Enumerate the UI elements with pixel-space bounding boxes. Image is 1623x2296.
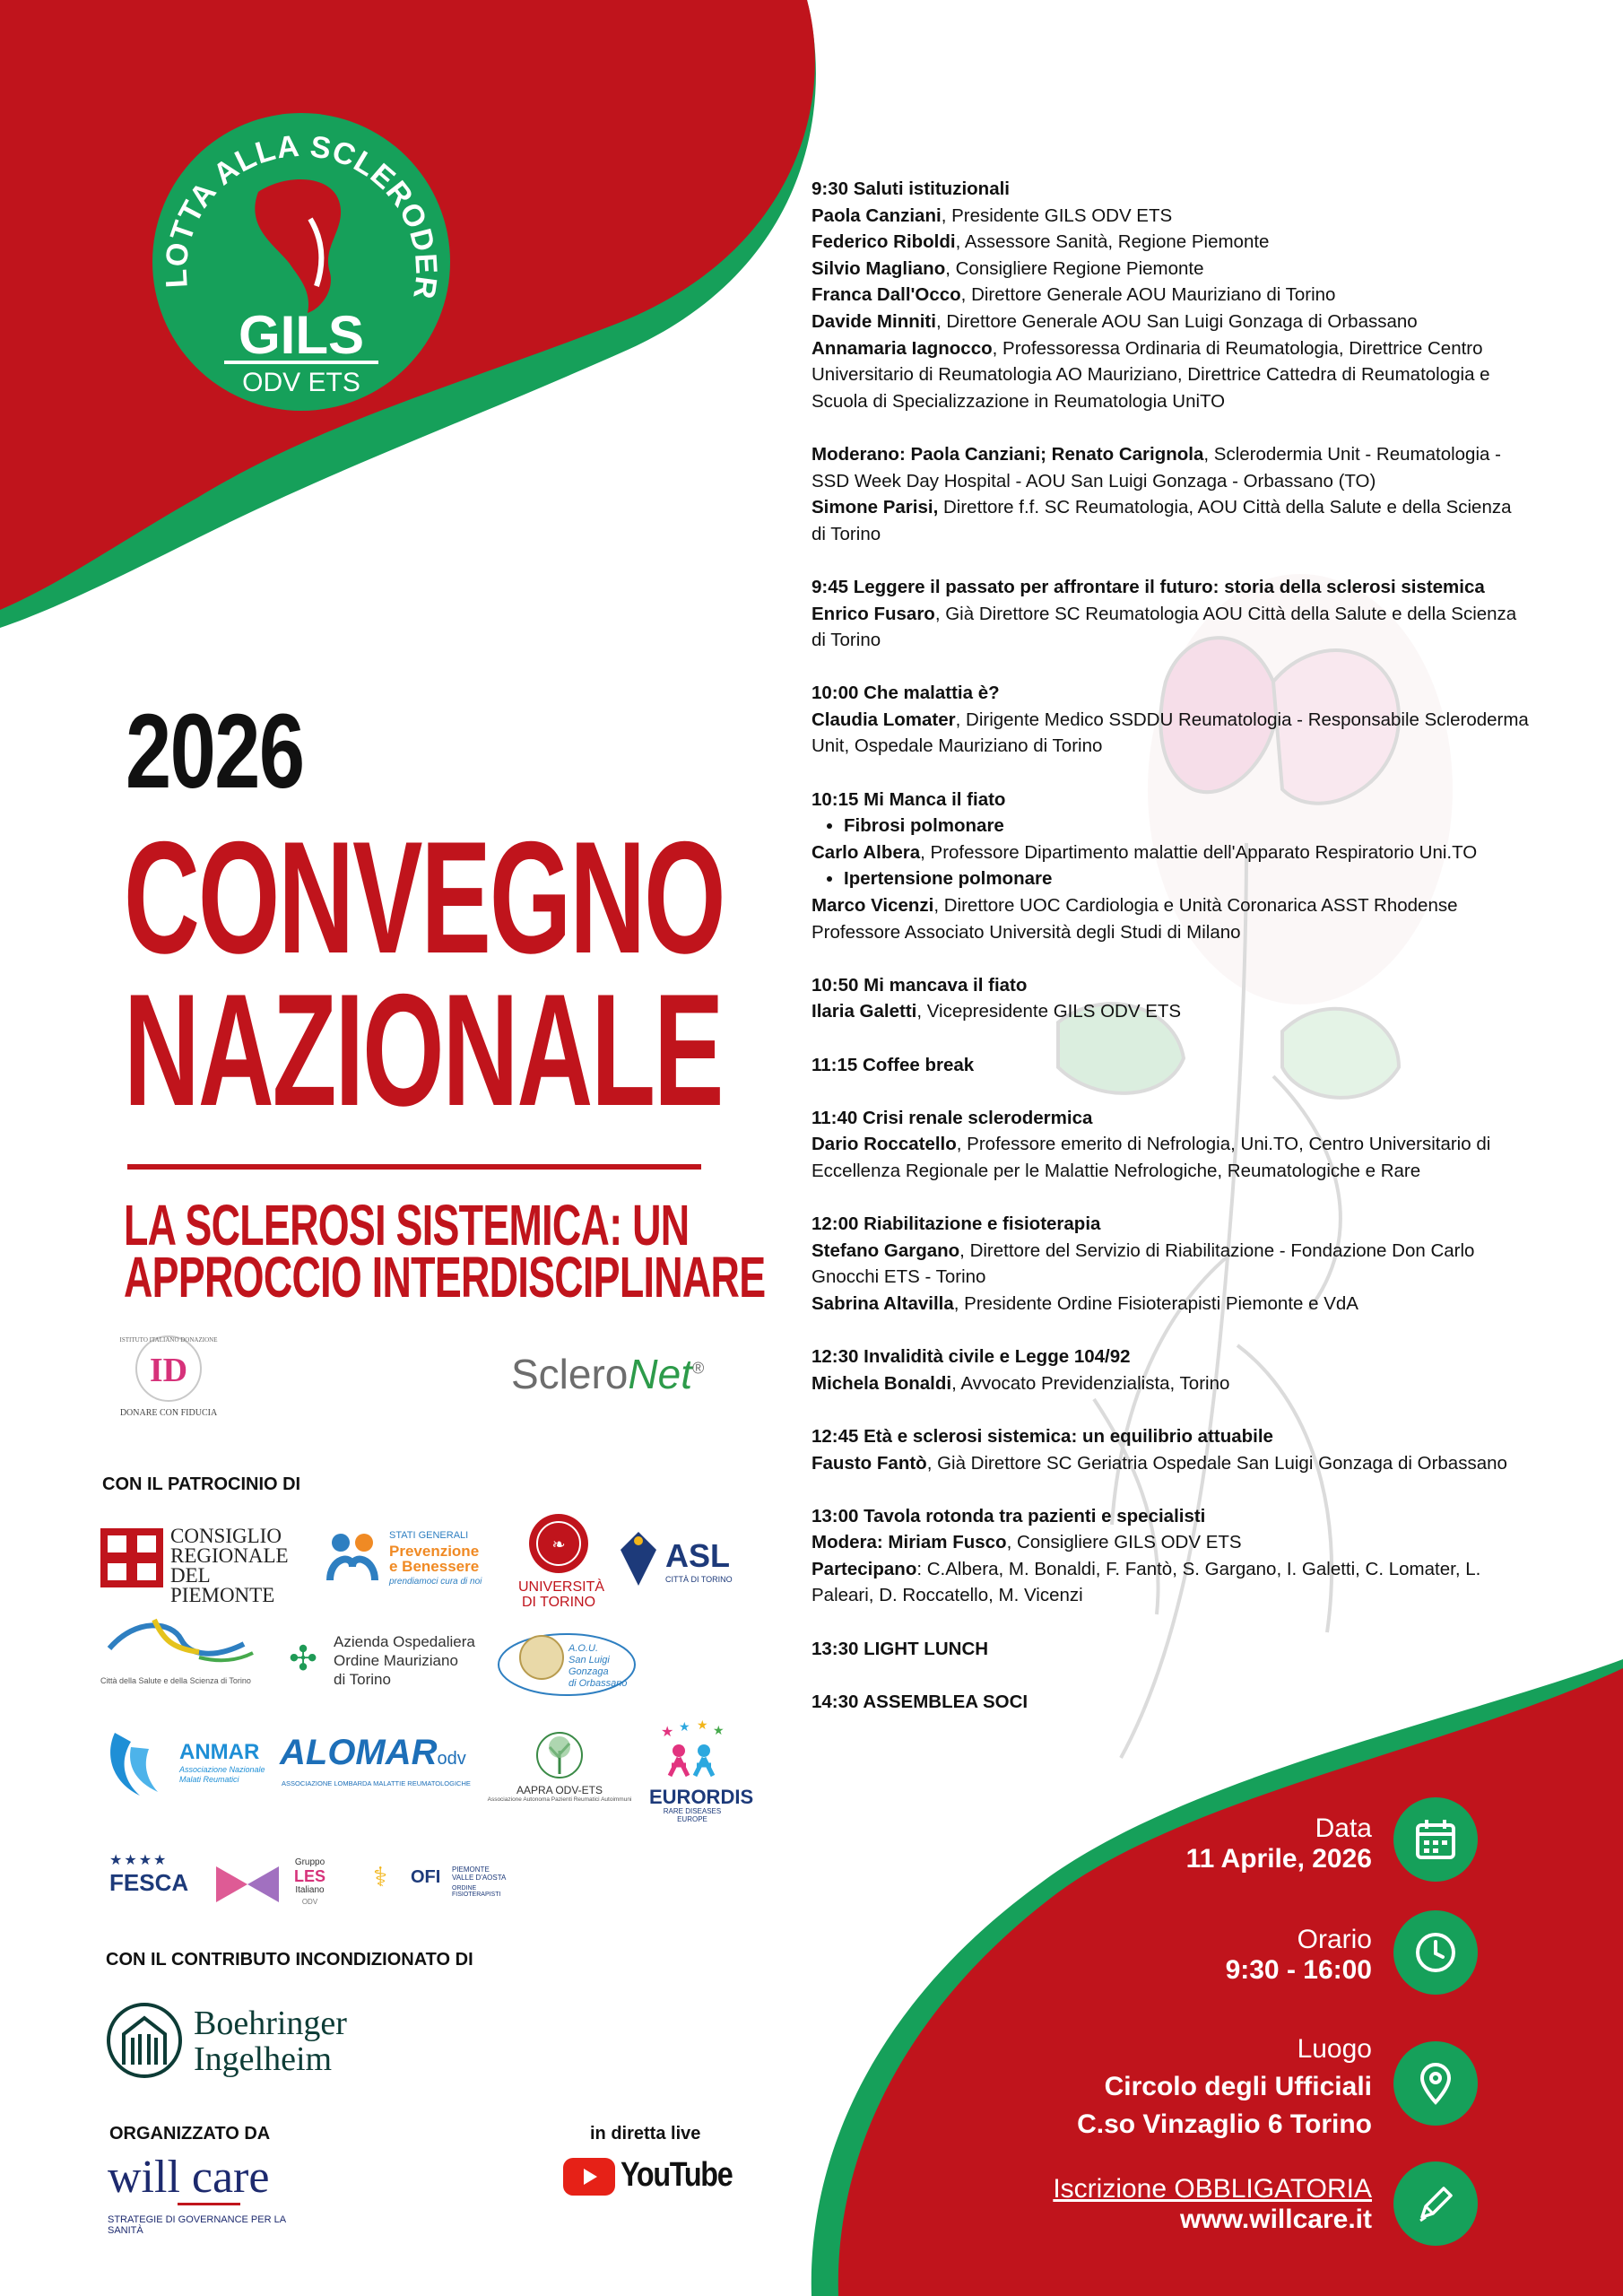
stati-line1: STATI GENERALI (389, 1530, 469, 1541)
eurordis-name: EURORDIS (649, 1786, 754, 1808)
speaker-line (812, 998, 1529, 1025)
les-line1: Gruppo (294, 1857, 325, 1867)
willcare-name: will care (108, 2152, 270, 2203)
speaker-name: Michela Bonaldi (812, 1372, 952, 1394)
section-gap (812, 1078, 1529, 1105)
consiglio-line1: CONSIGLIO (170, 1525, 282, 1547)
speaker-line (812, 1529, 1529, 1556)
speaker-name: Franca Dall'Occo (812, 284, 961, 306)
les-line3: Italiano (295, 1885, 325, 1895)
speaker-name: Federico Riboldi (812, 231, 956, 253)
speaker-role: , Sclerodermia Unit - Reumatologia - SSD Week Day Hospital - AOU San Luigi Gonzaga - Orbassano (TO) (812, 443, 1501, 491)
speaker-role: , Avvocato Previdenzialista, Torino (951, 1372, 1230, 1394)
svg-text:★: ★ (713, 1723, 725, 1737)
stati-line4: prendiamoci cura di noi (389, 1577, 482, 1587)
fesca-name: FESCA (109, 1869, 189, 1896)
speaker-role: , Assessore Sanità, Regione Piemonte (955, 231, 1270, 253)
citta-salute-text: Città della Salute e della Scienza di Torino (100, 1676, 251, 1685)
scleronet-logo (511, 1350, 704, 1398)
aapra-name: AAPRA ODV-ETS (516, 1784, 603, 1796)
location-badge (1393, 2041, 1478, 2126)
willcare-logo (108, 2152, 323, 2236)
logo-arc-text: LOTTA ALLA SCLERODER (159, 128, 444, 302)
speaker-name: Dario Roccatello (812, 1134, 957, 1155)
session-title: 9:30 Saluti istituzionali (812, 178, 1010, 199)
live-label: in diretta live (590, 2124, 701, 2144)
les-logo (212, 1857, 337, 1914)
consiglio-line3: DEL PIEMONTE (170, 1564, 275, 1606)
section-gap (812, 1476, 1529, 1503)
boehringer-logo (106, 2002, 393, 2083)
session-topic: • Fibrosi polmonare (844, 813, 1529, 839)
mauriziano-line1: Azienda Ospedaliera (334, 1633, 475, 1650)
stati-line3: e Benessere (389, 1558, 480, 1575)
consiglio-regionale-logo (100, 1525, 307, 1606)
fesca-logo: ★★★★ FESCA (109, 1851, 195, 1910)
les-line2: LES (294, 1867, 326, 1885)
location-pin-icon (1413, 2061, 1458, 2106)
date-value: 11 Aprile, 2026 (1185, 1844, 1372, 1874)
speaker-role: , Direttore Generale AOU Mauriziano di Torino (960, 284, 1336, 306)
section-gap (812, 1662, 1529, 1689)
calendar-icon (1413, 1817, 1458, 1862)
les-line4: ODV (301, 1898, 318, 1906)
speaker-role: Direttore f.f. SC Reumatologia, AOU Città della Salute e della Scienza di Torino (812, 497, 1512, 544)
program-schedule (812, 176, 1529, 1715)
citta-salute-logo (100, 1613, 262, 1693)
anmar-name: ANMAR (179, 1740, 260, 1764)
time-block (1226, 1925, 1372, 1986)
iid-logo (117, 1329, 224, 1419)
mauriziano-line2: Ordine Mauriziano (334, 1652, 458, 1669)
youtube-play-icon (563, 2158, 615, 2196)
logo-sub: ODV ETS (242, 368, 360, 397)
anmar-line2: Associazione Nazionale (179, 1765, 265, 1774)
aapra-logo (482, 1731, 637, 1808)
speaker-name: Marco Vicenzi (812, 895, 934, 917)
speaker-role: , Consigliere GILS ODV ETS (1006, 1532, 1242, 1553)
patronage-label: CON IL PATROCINIO DI (102, 1474, 301, 1494)
speaker-line (812, 1238, 1529, 1291)
event-year: 2026 (126, 692, 304, 811)
session-title: 10:15 Mi Manca il fiato (812, 788, 1006, 810)
date-label: Data (1315, 1813, 1372, 1843)
contribution-label: CON IL CONTRIBUTO INCONDIZIONATO DI (106, 1950, 473, 1970)
unito-line1: UNIVERSITÀ (518, 1579, 605, 1595)
event-subtitle-line2: APPROCCIO INTERDISCIPLINARE (124, 1245, 766, 1309)
speaker-line (812, 707, 1529, 760)
svg-text:★: ★ (697, 1720, 708, 1732)
unito-line2: DI TORINO (521, 1595, 596, 1610)
ofi-line3: VALLE D'AOSTA (452, 1874, 507, 1882)
event-subtitle-line1: LA SCLEROSI SISTEMICA: UN (124, 1193, 690, 1257)
speaker-name: Claudia Lomater (812, 709, 956, 730)
speaker-line (812, 1370, 1529, 1397)
speaker-line (812, 441, 1529, 494)
alomar-tagline: ASSOCIAZIONE LOMBARDA MALATTIE REUMATOLOGICHE (282, 1779, 471, 1787)
ofi-name: OFI (411, 1867, 441, 1887)
san-luigi-line1: A.O.U. (568, 1643, 599, 1654)
ofi-line4: ORDINE FISIOTERAPISTI (452, 1885, 501, 1898)
speaker-role: , Presidente GILS ODV ETS (941, 204, 1173, 226)
session-title: 12:00 Riabilitazione e fisioterapia (812, 1213, 1101, 1235)
section-gap (812, 1318, 1529, 1344)
unito-logo (518, 1512, 605, 1611)
place-line1: Circolo degli Ufficiali (1104, 2072, 1372, 2101)
title-divider (127, 1164, 701, 1170)
speaker-role: , Consigliere Regione Piemonte (945, 257, 1204, 279)
logo-name: GILS (238, 305, 365, 365)
session-title: 10:00 Che malattia è? (812, 683, 1000, 704)
section-gap (812, 1609, 1529, 1636)
speaker-role: , Presidente Ordine Fisioterapisti Piemonte e VdA (953, 1292, 1358, 1314)
section-gap (812, 1396, 1529, 1423)
speaker-name: Moderano: Paola Canziani; Renato Carignola (812, 443, 1204, 465)
speaker-role: : C.Albera, M. Bonaldi, F. Fantò, S. Gargano, I. Galetti, C. Lomater, L. Paleari, D. Roccatello, M. Vicenzi (812, 1558, 1481, 1606)
alomar-logo (280, 1733, 471, 1797)
speaker-name: Modera: Miriam Fusco (812, 1532, 1007, 1553)
speaker-role: , Professore emerito di Nefrologia, Uni.TO, Centro Universitario di Eccellenza Regionale per le Malattie Nefrologiche, Reumatologiche e Rare (812, 1134, 1491, 1181)
speaker-role: , Direttore Generale AOU San Luigi Gonzaga di Orbassano (935, 310, 1418, 332)
time-label: Orario (1297, 1925, 1372, 1954)
svg-text:❧: ❧ (551, 1535, 566, 1553)
scleronet-part1: Sclero (511, 1351, 629, 1397)
session-title: 12:45 Età e sclerosi sistemica: un equilibrio attuabile (812, 1425, 1273, 1447)
youtube-logo[interactable] (563, 2156, 733, 2201)
place-label: Luogo (1297, 2034, 1372, 2064)
asl-city: CITTÀ DI TORINO (665, 1575, 733, 1584)
iid-letters: ID (149, 1352, 188, 1389)
clock-icon (1413, 1930, 1458, 1975)
pen-badge (1393, 2161, 1478, 2246)
speaker-line (812, 229, 1529, 256)
speaker-role: , Già Direttore SC Geriatria Ospedale San Luigi Gonzaga di Orbassano (926, 1452, 1507, 1474)
speaker-name: Annamaria Iagnocco (812, 337, 993, 359)
san-luigi-line2: San Luigi Gonzaga (568, 1655, 610, 1677)
speaker-role: , Già Direttore SC Reumatologia AOU Città della Salute e della Scienza di Torino (812, 603, 1517, 651)
speaker-name: Partecipano (812, 1558, 917, 1579)
eurordis-logo (649, 1720, 754, 1824)
svg-text:★: ★ (661, 1725, 674, 1740)
date-block (1186, 1813, 1372, 1874)
svg-text:★: ★ (679, 1720, 690, 1734)
speaker-line (812, 282, 1529, 309)
speaker-line (812, 1131, 1529, 1184)
signup-url[interactable]: www.willcare.it (1180, 2205, 1372, 2234)
section-gap (812, 414, 1529, 441)
session-title: 9:45 Leggere il passato per affrontare il futuro: storia della sclerosi sistemica (812, 576, 1485, 597)
san-luigi-logo (495, 1622, 638, 1702)
speaker-line (812, 494, 1529, 547)
event-title-line1: CONVEGNO (124, 808, 725, 987)
pen-icon (1413, 2181, 1458, 2226)
alomar-odv: odv (437, 1749, 466, 1769)
youtube-name: YouTube (621, 2156, 733, 2194)
alomar-name: ALOMAR (280, 1733, 438, 1772)
asl-logo (619, 1530, 744, 1593)
section-gap (812, 760, 1529, 787)
section-gap (812, 547, 1529, 574)
speaker-line (812, 203, 1529, 230)
session-title: 14:30 ASSEMBLEA SOCI (812, 1691, 1028, 1712)
scleronet-part2: Net (628, 1351, 692, 1397)
boehringer-line1: Boehringer (194, 2005, 347, 2042)
speaker-name: Fausto Fantò (812, 1452, 927, 1474)
place-block (1077, 2031, 1372, 2144)
speaker-name: Paola Canziani (812, 204, 942, 226)
time-value: 9:30 - 16:00 (1225, 1955, 1372, 1985)
speaker-role: , Dirigente Medico SSDDU Reumatologia - Responsabile Scleroderma Unit, Ospedale Mauriziano di Torino (812, 709, 1529, 757)
stati-generali-logo (321, 1525, 500, 1591)
iid-caption: DONARE CON FIDUCIA (119, 1408, 218, 1418)
place-line2: C.so Vinzaglio 6 Torino (1077, 2109, 1372, 2139)
speaker-role: , Professore Dipartimento malattie dell'Apparato Respiratorio Uni.TO (920, 841, 1478, 863)
calendar-badge (1393, 1797, 1478, 1882)
speaker-name: Simone Parisi, (812, 497, 939, 518)
gils-logo (151, 111, 452, 413)
speaker-name: Ilaria Galetti (812, 1001, 917, 1022)
scleronet-mark: ® (691, 1359, 705, 1378)
section-gap (812, 1025, 1529, 1052)
speaker-line (812, 601, 1529, 654)
mauriziano-line3: di Torino (334, 1671, 391, 1688)
speaker-line (812, 1556, 1529, 1609)
session-title: 11:40 Crisi renale sclerodermica (812, 1107, 1093, 1128)
iid-ring-text: ISTITUTO ITALIANO DONAZIONE (119, 1336, 218, 1344)
speaker-line (812, 839, 1529, 866)
section-gap (812, 945, 1529, 972)
session-title: 12:30 Invalidità civile e Legge 104/92 (812, 1346, 1131, 1368)
event-title-line2: NAZIONALE (124, 961, 723, 1139)
speaker-line (812, 892, 1529, 945)
speaker-name: Silvio Magliano (812, 257, 946, 279)
speaker-name: Davide Minniti (812, 310, 936, 332)
speaker-line (812, 1291, 1529, 1318)
section-gap (812, 654, 1529, 681)
signup-label[interactable]: Iscrizione OBBLIGATORIA (1053, 2174, 1372, 2204)
ofi-line2: PIEMONTE (452, 1866, 490, 1874)
section-gap (812, 1185, 1529, 1212)
willcare-tagline: STRATEGIE DI GOVERNANCE PER LA SANITÀ (108, 2214, 286, 2236)
anmar-logo (104, 1729, 274, 1801)
speaker-role: , Vicepresidente GILS ODV ETS (916, 1001, 1182, 1022)
session-topic: • Ipertensione polmonare (844, 865, 1529, 892)
speaker-line (812, 335, 1529, 415)
eurordis-sub: RARE DISEASES EUROPE (663, 1807, 722, 1823)
speaker-name: Sabrina Altavilla (812, 1292, 954, 1314)
consiglio-line2: REGIONALE (170, 1544, 289, 1567)
boehringer-line2: Ingelheim (194, 2040, 333, 2078)
speaker-role: , Professoressa Ordinaria di Reumatologia, Direttrice Centro Universitario di Reumatologia AO Mauriziano, Direttrice Cattedra di Reumatologia e Scuola di Specializzazione in Reumatologia UniTO (812, 337, 1490, 412)
organizer-label: ORGANIZZATO DA (109, 2124, 271, 2144)
mauriziano-logo: ✣ Azienda Ospedaliera Ordine Mauriziano di Torino (289, 1633, 475, 1688)
session-title: 10:50 Mi mancava il fiato (812, 974, 1028, 996)
aapra-sub: Associazione Autonoma Pazienti Reumatici Autoimmuni (487, 1796, 632, 1803)
signup-block (1053, 2174, 1372, 2235)
speaker-role: , Direttore del Servizio di Riabilitazione - Fondazione Don Carlo Gnocchi ETS - Torino (812, 1239, 1475, 1288)
session-title: 11:15 Coffee break (812, 1054, 975, 1075)
stati-line2: Prevenzione (389, 1543, 480, 1560)
speaker-name: Enrico Fusaro (812, 603, 935, 624)
speaker-name: Stefano Gargano (812, 1239, 960, 1261)
speaker-name: Carlo Albera (812, 841, 921, 863)
anmar-line3: Malati Reumatici (179, 1775, 239, 1784)
session-title: 13:00 Tavola rotonda tra pazienti e specialisti (812, 1505, 1206, 1526)
speaker-line (812, 1450, 1529, 1477)
speaker-line (812, 309, 1529, 335)
ofi-logo: ⚕ OFI PIEMONTE VALLE D'AOSTA ORDINE FISIOTERAPISTI (373, 1862, 525, 1907)
san-luigi-line3: di Orbassano (568, 1678, 628, 1689)
clock-badge (1393, 1910, 1478, 1995)
asl-name: ASL (665, 1537, 730, 1574)
session-title: 13:30 LIGHT LUNCH (812, 1638, 989, 1659)
speaker-role: , Direttore UOC Cardiologia e Unità Coronarica ASST Rhodense Professore Associato Università degli Studi di Milano (812, 895, 1458, 943)
speaker-line (812, 256, 1529, 283)
